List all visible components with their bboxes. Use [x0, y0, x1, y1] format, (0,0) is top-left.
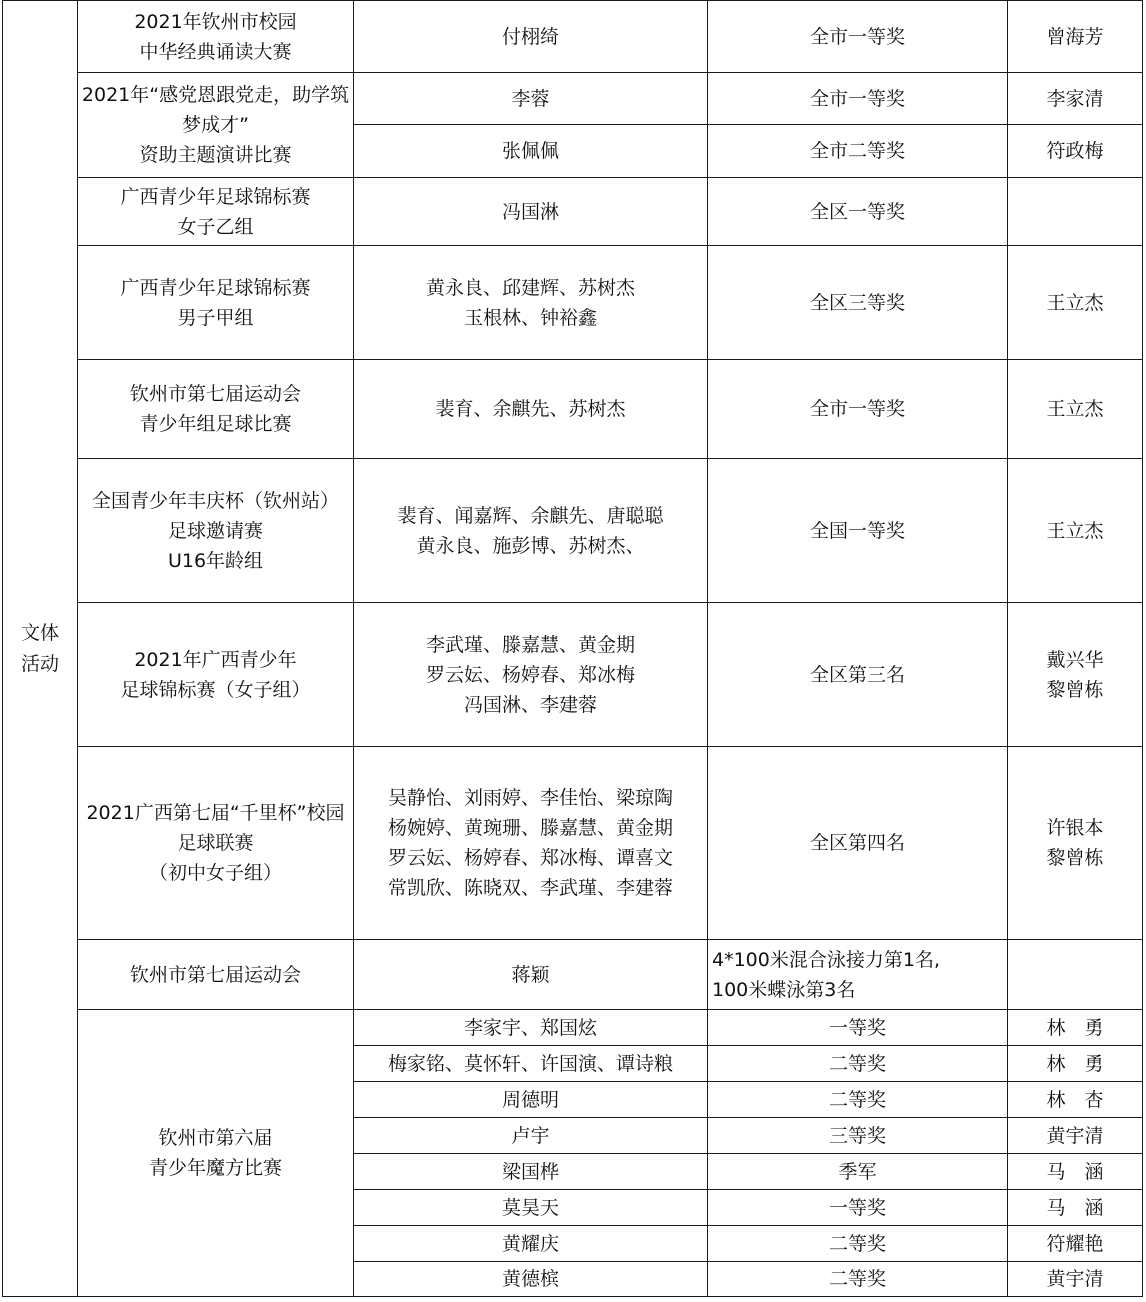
award-cell — [708, 940, 1008, 1010]
teacher-line: 戴兴华 — [1046, 648, 1104, 671]
event-name-line: 2021年钦州市校园 — [134, 10, 297, 33]
students-cell — [354, 125, 708, 178]
teacher-line: 黎曾栋 — [1046, 847, 1104, 869]
event-name-line: 青少年魔方比赛 — [148, 1157, 282, 1179]
table-row — [3, 747, 1143, 940]
students-line: 冯国淋 — [501, 200, 559, 223]
students-line: 杨婉婷、黄琬珊、滕嘉慧、黄金期 — [387, 817, 673, 839]
event-name-line: 广西青少年足球锦标赛 — [120, 185, 311, 208]
students-cell — [354, 459, 708, 603]
teacher-cell — [1008, 125, 1143, 178]
event-name-line: 钦州市第七届运动会 — [129, 963, 301, 986]
event-name-line: 足球联赛 — [177, 832, 254, 854]
teacher-line: 黎曾栋 — [1046, 678, 1104, 701]
event-name-cell — [78, 246, 354, 360]
category-line: 文体 — [20, 621, 59, 644]
award-cell — [708, 360, 1008, 459]
students-cell — [354, 603, 708, 747]
event-name-line: 钦州市第七届运动会 — [129, 383, 301, 405]
award-line: 全区第四名 — [809, 832, 905, 854]
students-line: 蒋颖 — [511, 963, 550, 986]
award-line: 二等奖 — [828, 1088, 886, 1111]
teacher-line: 黄宇清 — [1046, 1268, 1104, 1290]
award-line: 全国一等奖 — [809, 519, 905, 542]
students-line: 李武瑾、滕嘉慧、黄金期 — [425, 633, 635, 656]
students-line: 裴育、闻嘉辉、余麒先、唐聪聪 — [397, 504, 664, 527]
teacher-cell — [1008, 73, 1143, 125]
teacher-line: 符耀艳 — [1046, 1232, 1104, 1255]
award-line: 三等奖 — [828, 1124, 886, 1147]
table-row — [3, 73, 1143, 125]
award-cell — [708, 1082, 1008, 1118]
event-name-cell — [78, 940, 354, 1010]
event-name-line: 全国青少年丰庆杯（钦州站） — [91, 489, 339, 512]
teacher-line: 王立杰 — [1046, 398, 1104, 420]
award-line: 全市一等奖 — [809, 398, 905, 420]
students-line: 付栩绮 — [501, 25, 559, 48]
students-cell — [354, 360, 708, 459]
teacher-cell — [1008, 940, 1143, 1010]
award-cell — [708, 1262, 1008, 1297]
award-line: 二等奖 — [828, 1268, 886, 1290]
teacher-cell — [1008, 1154, 1143, 1190]
teacher-line: 曾海芳 — [1046, 25, 1104, 48]
teacher-cell — [1008, 246, 1143, 360]
award-line: 一等奖 — [828, 1016, 886, 1039]
award-cell — [708, 1, 1008, 73]
table-row — [3, 459, 1143, 603]
award-line: 二等奖 — [828, 1232, 886, 1255]
teacher-line: 林 勇 — [1046, 1052, 1104, 1075]
table-row — [3, 246, 1143, 360]
event-name-line: 足球锦标赛（女子组） — [120, 678, 311, 701]
teacher-cell — [1008, 360, 1143, 459]
award-cell — [708, 747, 1008, 940]
event-name-line: 广西青少年足球锦标赛 — [120, 276, 311, 299]
event-name-line: 女子乙组 — [177, 215, 254, 238]
teacher-line: 许银本 — [1046, 817, 1104, 839]
students-cell — [354, 246, 708, 360]
event-name-cell — [78, 459, 354, 603]
award-line: 全区三等奖 — [809, 291, 905, 314]
table-row — [3, 1010, 1143, 1046]
students-line: 裴育、余麒先、苏树杰 — [435, 398, 626, 420]
event-name-cell — [78, 603, 354, 747]
students-cell — [354, 1010, 708, 1046]
table-row — [3, 940, 1143, 1010]
students-cell — [354, 1154, 708, 1190]
students-cell — [354, 940, 708, 1010]
teacher-line: 符政梅 — [1046, 140, 1104, 162]
table-row — [3, 178, 1143, 246]
students-cell — [354, 1118, 708, 1154]
category-line: 活动 — [20, 652, 59, 675]
students-line: 李家宇、郑国炫 — [463, 1016, 597, 1039]
students-line: 张佩佩 — [501, 140, 559, 162]
event-name-cell — [78, 1, 354, 73]
students-line: 常凯欣、陈晓双、李武瑾、李建蓉 — [387, 877, 673, 899]
event-name-line: 中华经典诵读大赛 — [139, 40, 292, 63]
students-line: 李蓉 — [511, 87, 550, 110]
students-line: 吴静怡、刘雨婷、李佳怡、梁琼陶 — [387, 787, 673, 809]
event-name-cell — [78, 747, 354, 940]
students-cell — [354, 178, 708, 246]
teacher-line: 李家清 — [1046, 87, 1104, 110]
students-line: 黄德槟 — [501, 1268, 559, 1290]
teacher-cell — [1008, 1082, 1143, 1118]
students-line: 罗云妘、杨婷春、郑冰梅、谭喜文 — [387, 847, 673, 869]
event-name-cell — [78, 178, 354, 246]
award-line: 全市一等奖 — [809, 87, 905, 110]
event-name-cell — [78, 73, 354, 178]
event-name-line: 梦成才” — [182, 114, 249, 136]
event-name-line: 资助主题演讲比赛 — [139, 144, 292, 166]
award-cell — [708, 246, 1008, 360]
award-line: 100米蝶泳第3名 — [712, 978, 856, 1001]
award-line: 4*100米混合泳接力第1名, — [712, 948, 940, 971]
students-cell — [354, 747, 708, 940]
event-name-line: 2021广西第七届“千里杯”校园 — [86, 802, 345, 824]
teacher-cell — [1008, 459, 1143, 603]
teacher-line: 林 杏 — [1046, 1088, 1104, 1111]
students-cell — [354, 1190, 708, 1226]
students-cell — [354, 1, 708, 73]
students-line: 黄耀庆 — [501, 1232, 559, 1255]
students-cell — [354, 1046, 708, 1082]
award-line: 季军 — [838, 1160, 877, 1183]
event-name-line: U16年龄组 — [167, 549, 264, 572]
students-line: 莫昊天 — [501, 1196, 559, 1219]
table-row — [3, 603, 1143, 747]
event-name-line: 青少年组足球比赛 — [139, 413, 292, 435]
students-line: 周德明 — [501, 1088, 559, 1111]
table-row — [3, 1, 1143, 73]
teacher-cell — [1008, 1190, 1143, 1226]
teacher-line: 马 涵 — [1046, 1160, 1104, 1183]
students-line: 梁国桦 — [501, 1160, 559, 1183]
teacher-line: 王立杰 — [1046, 519, 1104, 542]
event-name-line: 钦州市第六届 — [158, 1127, 273, 1149]
award-cell — [708, 178, 1008, 246]
students-line: 黄永良、施彭博、苏树杰、 — [416, 534, 645, 557]
students-cell — [354, 1082, 708, 1118]
teacher-line: 马 涵 — [1046, 1196, 1104, 1219]
award-line: 全市一等奖 — [809, 25, 905, 48]
students-line: 冯国淋、李建蓉 — [463, 693, 597, 716]
teacher-cell — [1008, 1118, 1143, 1154]
awards-table — [2, 0, 1143, 1297]
award-line: 二等奖 — [828, 1052, 886, 1075]
students-line: 黄永良、邱建辉、苏树杰 — [425, 276, 635, 299]
teacher-cell — [1008, 1226, 1143, 1262]
award-cell — [708, 1118, 1008, 1154]
category-cell — [3, 1, 78, 1297]
teacher-cell — [1008, 747, 1143, 940]
award-cell — [708, 1226, 1008, 1262]
students-line: 罗云妘、杨婷春、郑冰梅 — [425, 663, 635, 686]
award-cell — [708, 1154, 1008, 1190]
event-name-line: 2021年“感党恩跟党走，助学筑 — [81, 84, 350, 106]
students-line: 玉根林、钟裕鑫 — [463, 306, 597, 329]
students-cell — [354, 1262, 708, 1297]
award-cell — [708, 459, 1008, 603]
students-line: 梅家铭、莫怀轩、许国演、谭诗粮 — [387, 1052, 673, 1075]
award-line: 全区第三名 — [809, 663, 905, 686]
teacher-cell — [1008, 1262, 1143, 1297]
award-cell — [708, 1010, 1008, 1046]
award-line: 全区一等奖 — [809, 200, 905, 223]
event-name-cell — [78, 360, 354, 459]
event-name-line: 2021年广西青少年 — [134, 648, 297, 671]
teacher-cell — [1008, 178, 1143, 246]
students-line: 卢宇 — [511, 1124, 550, 1147]
award-cell — [708, 1046, 1008, 1082]
teacher-cell — [1008, 603, 1143, 747]
event-name-line: 足球邀请赛 — [167, 519, 263, 542]
teacher-line: 黄宇清 — [1046, 1124, 1104, 1147]
teacher-line: 王立杰 — [1046, 291, 1104, 314]
students-cell — [354, 1226, 708, 1262]
award-cell — [708, 603, 1008, 747]
teacher-cell — [1008, 1, 1143, 73]
event-name-line: （初中女子组） — [148, 862, 282, 884]
award-cell — [708, 1190, 1008, 1226]
event-name-line: 男子甲组 — [177, 306, 254, 329]
award-line: 一等奖 — [828, 1196, 886, 1219]
teacher-cell — [1008, 1010, 1143, 1046]
teacher-line: 林 勇 — [1046, 1016, 1104, 1039]
students-cell — [354, 73, 708, 125]
teacher-cell — [1008, 1046, 1143, 1082]
award-cell — [708, 125, 1008, 178]
award-line: 全市二等奖 — [809, 140, 905, 162]
event-name-cell — [78, 1010, 354, 1297]
award-cell — [708, 73, 1008, 125]
table-row — [3, 360, 1143, 459]
